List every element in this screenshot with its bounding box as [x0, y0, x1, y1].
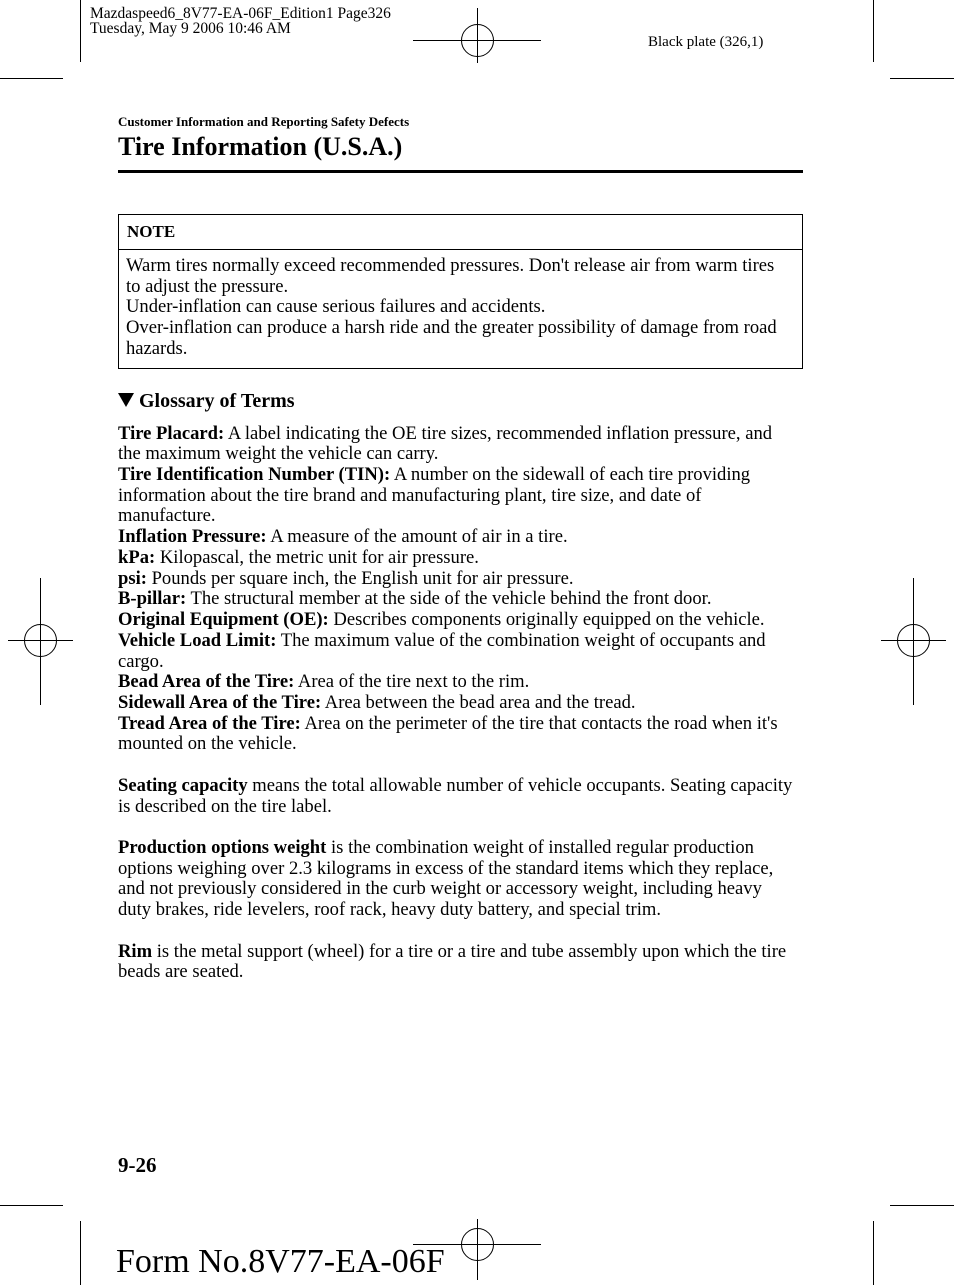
glossary-line	[118, 589, 818, 610]
glossary-definition-text: cargo.	[118, 650, 164, 672]
title-rule	[118, 170, 803, 173]
definition-term: Rim	[118, 940, 153, 962]
glossary-line	[118, 444, 818, 465]
definition-text: is described on the tire label.	[118, 795, 332, 817]
glossary-definition-text: A label indicating the OE tire sizes, recommended inflation pressure, and	[227, 422, 773, 444]
glossary-line	[118, 527, 818, 548]
glossary-term: Tread Area of the Tire:	[118, 712, 301, 734]
definition-term: Seating capacity	[118, 774, 248, 796]
glossary-line	[118, 569, 818, 590]
print-slug	[90, 7, 391, 36]
registration-mark-right	[881, 578, 946, 705]
glossary-term: Vehicle Load Limit:	[118, 629, 277, 651]
definition-production-options-weight	[118, 838, 818, 921]
note-box	[118, 214, 803, 369]
glossary-line	[118, 652, 818, 673]
plate-label: Black plate (326,1)	[648, 34, 764, 50]
note-body	[119, 250, 802, 360]
glossary-item-bead-area	[118, 672, 818, 693]
glossary-definition-text: The structural member at the side of the vehicle behind the front door.	[190, 588, 712, 610]
glossary-definition-text: Pounds per square inch, the English unit for air pressure.	[151, 567, 574, 589]
glossary-definition-text: Area between the bead area and the tread.	[324, 691, 636, 713]
definition-line	[118, 776, 818, 797]
glossary-definition-text: Describes components originally equipped on the vehicle.	[333, 609, 765, 631]
glossary-item-psi	[118, 569, 818, 590]
form-number: Form No.8V77-EA-06F	[116, 1243, 445, 1280]
glossary-definition-text: The maximum value of the combination weight of occupants and	[280, 629, 766, 651]
glossary-definition-text: information about the tire brand and manufacturing plant, tire size, and date of	[118, 484, 702, 506]
crop-mark-bottom-right	[874, 1206, 954, 1285]
section-header: Customer Information and Reporting Safety Defects	[118, 114, 410, 129]
glossary-item-sidewall-area	[118, 693, 818, 714]
definition-text: means the total allowable number of vehicle occupants. Seating capacity	[252, 774, 793, 796]
glossary-heading-text: Glossary of Terms	[139, 390, 295, 412]
glossary-list	[118, 424, 818, 983]
definition-text: options weighing over 2.3 kilograms in excess of the standard items which they replace,	[118, 857, 774, 879]
glossary-item-original-equipment	[118, 610, 818, 631]
note-line: Warm tires normally exceed recommended pressures. Don't release air from warm tires	[126, 255, 775, 276]
definition-text: beads are seated.	[118, 961, 244, 983]
definition-line	[118, 942, 818, 963]
glossary-term: Original Equipment (OE):	[118, 609, 329, 631]
glossary-line	[118, 465, 818, 486]
glossary-item-kpa	[118, 548, 818, 569]
glossary-item-tread-area	[118, 714, 818, 755]
triangle-down-icon	[118, 393, 134, 407]
registration-mark-top	[413, 8, 541, 63]
definition-line	[118, 879, 818, 900]
note-line: hazards.	[126, 337, 188, 359]
glossary-definition-text: mounted on the vehicle.	[118, 733, 297, 755]
definition-line	[118, 797, 818, 818]
definition-line	[118, 962, 818, 983]
print-slug-file: Mazdaspeed6_8V77-EA-06F_Edition1 Page326	[90, 5, 391, 22]
note-line: Over-inflation can produce a harsh ride and the greater possibility of damage from road	[126, 317, 777, 339]
definition-line	[118, 900, 818, 921]
note-line: Under-inflation can cause serious failures and accidents.	[126, 296, 546, 318]
note-line: to adjust the pressure.	[126, 275, 289, 297]
glossary-term: Tire Placard:	[118, 422, 225, 444]
definition-rim	[118, 942, 818, 983]
registration-mark-left	[8, 578, 73, 705]
definition-text: is the metal support (wheel) for a tire or a tire and tube assembly upon which the tire	[156, 940, 787, 962]
page-number: 9-26	[118, 1153, 157, 1177]
note-label: NOTE	[119, 215, 802, 250]
glossary-line	[118, 631, 818, 652]
definition-line	[118, 838, 818, 859]
glossary-definition-text: Kilopascal, the metric unit for air pressure.	[159, 546, 479, 568]
glossary-line	[118, 548, 818, 569]
glossary-term: Bead Area of the Tire:	[118, 671, 295, 693]
glossary-line	[118, 486, 818, 507]
definition-line	[118, 859, 818, 880]
glossary-heading	[118, 389, 295, 413]
glossary-line	[118, 506, 818, 527]
glossary-term: Tire Identification Number (TIN):	[118, 464, 391, 486]
glossary-line	[118, 424, 818, 445]
glossary-definition-text: manufacture.	[118, 505, 216, 527]
glossary-definition-text: Area of the tire next to the rim.	[297, 671, 530, 693]
definition-text: duty brakes, ride levelers, roof rack, heavy duty battery, and special trim.	[118, 899, 661, 921]
glossary-term: kPa:	[118, 546, 156, 568]
glossary-item-inflation-pressure	[118, 527, 818, 548]
glossary-line	[118, 714, 818, 735]
glossary-item-tin	[118, 465, 818, 527]
glossary-definition-text: A measure of the amount of air in a tire.	[270, 526, 568, 548]
crop-mark-top-left	[0, 0, 81, 79]
glossary-term: Inflation Pressure:	[118, 526, 267, 548]
glossary-line	[118, 610, 818, 631]
glossary-item-vehicle-load-limit	[118, 631, 818, 672]
glossary-term: B-pillar:	[118, 588, 187, 610]
definition-term: Production options weight	[118, 836, 327, 858]
print-slug-date: Tuesday, May 9 2006 10:46 AM	[90, 19, 291, 37]
glossary-item-tire-placard	[118, 424, 818, 465]
glossary-definition-text: Area on the perimeter of the tire that contacts the road when it's	[304, 712, 778, 734]
glossary-item-b-pillar	[118, 589, 818, 610]
glossary-definition-text: the maximum weight the vehicle can carry.	[118, 443, 439, 465]
page-title: Tire Information (U.S.A.)	[118, 132, 403, 161]
definition-text: and not previously considered in the curb weight or accessory weight, including heavy	[118, 878, 762, 900]
definition-text: is the combination weight of installed regular production	[331, 836, 754, 858]
glossary-line	[118, 672, 818, 693]
crop-mark-top-right	[874, 0, 954, 79]
glossary-line	[118, 693, 818, 714]
glossary-definition-text: A number on the sidewall of each tire providing	[393, 464, 751, 486]
glossary-term: psi:	[118, 567, 147, 589]
crop-mark-bottom-left	[0, 1206, 81, 1285]
definition-seating-capacity	[118, 776, 818, 817]
glossary-term: Sidewall Area of the Tire:	[118, 691, 322, 713]
glossary-line	[118, 734, 818, 755]
